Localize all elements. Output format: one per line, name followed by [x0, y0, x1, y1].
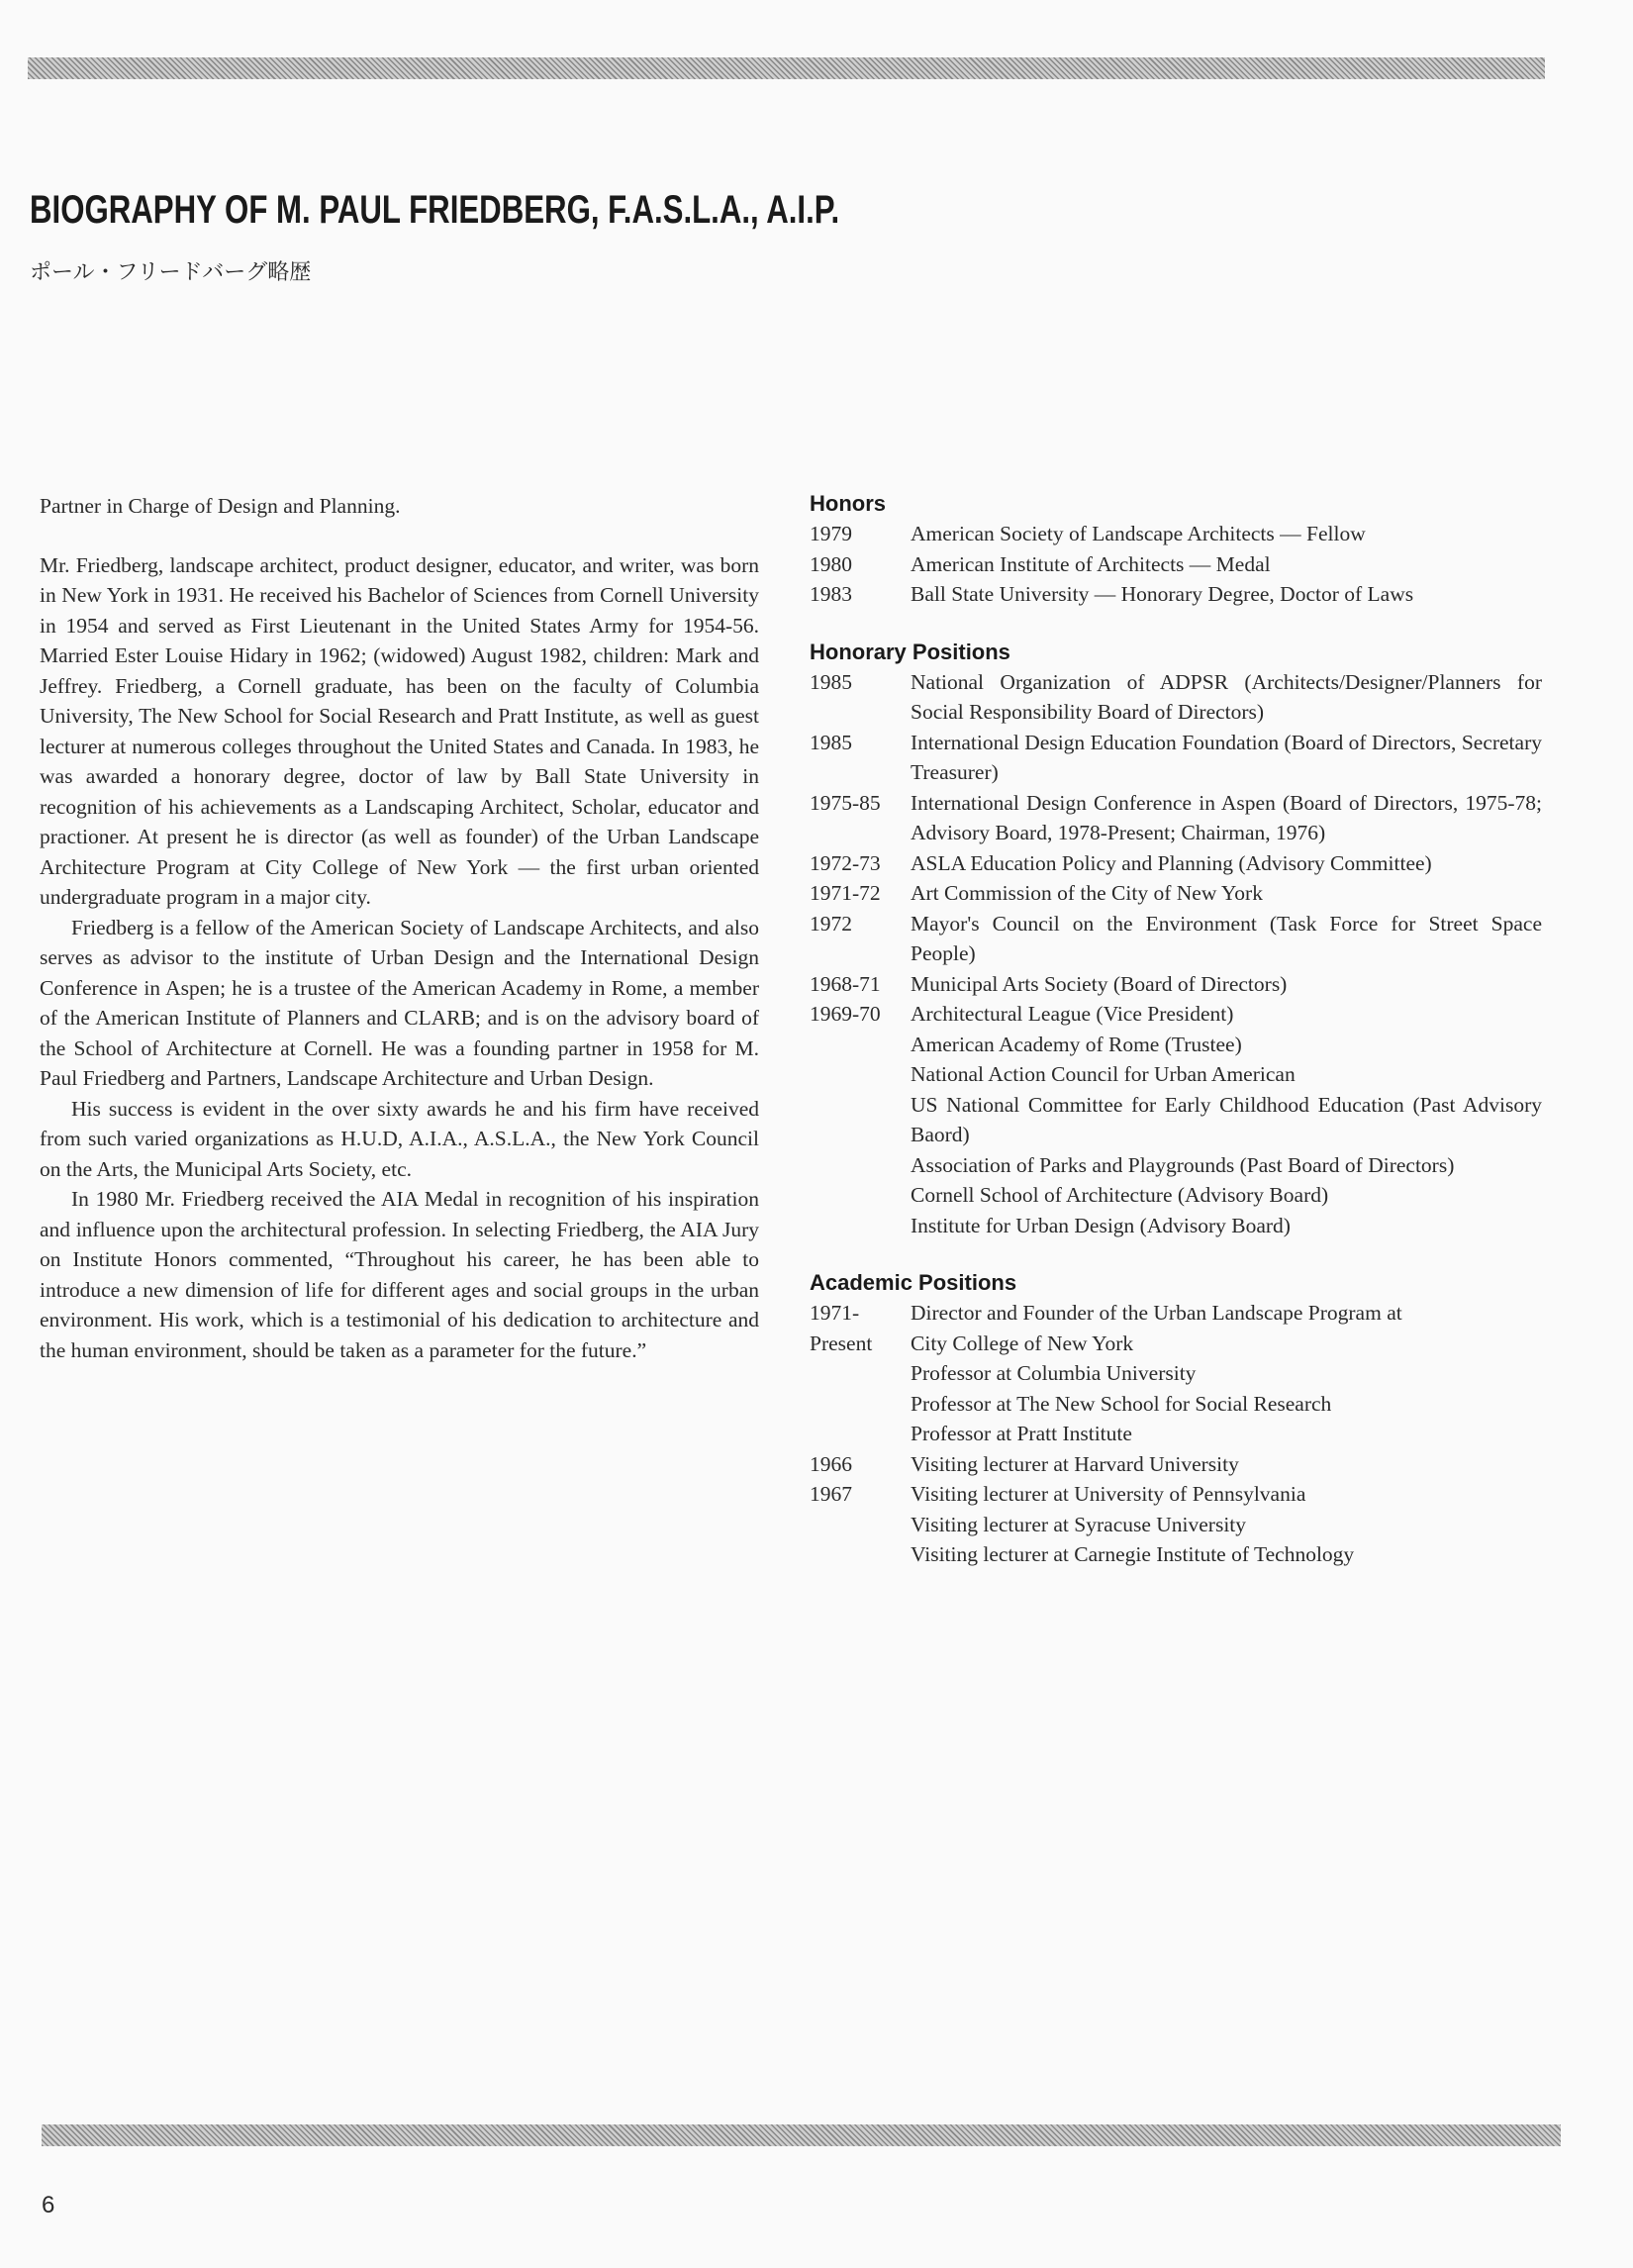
entry-year: 1966 [810, 1451, 852, 1476]
entry-year [810, 1180, 911, 1211]
entry-year: Present [810, 1331, 873, 1355]
entry-year: 1971- [810, 1301, 860, 1325]
entry-description: American Institute of Architects — Medal [911, 551, 1271, 576]
academic-positions-section [810, 1268, 1542, 1570]
bio-paragraph: His success is evident in the over sixty awards he and his firm have received from such varied organizations as H.U.D, A.I.A., A.S.L.A., the New York Council on the Arts, the Municipal Arts Society, etc. [40, 1096, 759, 1181]
entry-description: Architectural League (Vice President) [911, 1002, 1234, 1026]
entry-description: National Organization of ADPSR (Architects/Designer/Planners for Social Responsibility Board of Directors) [911, 669, 1542, 724]
entry-description: City College of New York [911, 1331, 1134, 1355]
bio-paragraph: In 1980 Mr. Friedberg received the AIA Medal in recognition of his inspiration and influence upon the architectural profession. In selecting Friedberg, the AIA Jury on Institute Honors commented, “Throughout his career, he has been able to introduce a new dimension of life for different ages and social groups in the urban environment. His work, which is a testimonial of his dedication to architecture and the human environment, should be taken as a parameter for the future.” [40, 1187, 759, 1362]
list-item [810, 909, 1542, 969]
entry-description: Visiting lecturer at Syracuse University [911, 1512, 1247, 1536]
entry-year [810, 1030, 911, 1060]
list-item [810, 1419, 1542, 1449]
entry-year: 1985 [810, 730, 852, 754]
entry-year [810, 1358, 911, 1389]
entry-description: Director and Founder of the Urban Landscape Program at [911, 1301, 1402, 1325]
list-item [810, 579, 1542, 610]
entry-year: 1967 [810, 1482, 852, 1506]
entry-year [810, 1090, 911, 1150]
entry-year: 1968-71 [810, 971, 881, 996]
entry-description: Municipal Arts Society (Board of Directors) [911, 971, 1288, 996]
list-item [810, 728, 1542, 788]
entry-year: 1980 [810, 551, 852, 576]
entry-year [810, 1150, 911, 1181]
entry-year: 1979 [810, 522, 852, 545]
japanese-subtitle: ポール・フリードバーグ略歴 [30, 260, 312, 285]
entry-description: Association of Parks and Playgrounds (Past Board of Directors) [911, 1152, 1455, 1177]
honors-list [810, 519, 1542, 610]
list-item [810, 519, 1542, 549]
top-hatched-rule [28, 57, 1545, 79]
entry-year: 1972 [810, 911, 852, 936]
entry-year [810, 1510, 911, 1540]
entry-year: 1971-72 [810, 881, 881, 905]
entry-description: Institute for Urban Design (Advisory Board) [911, 1213, 1291, 1237]
entry-description: American Academy of Rome (Trustee) [911, 1032, 1242, 1056]
entry-description: American Society of Landscape Architects — Fellow [911, 522, 1366, 545]
list-item [810, 999, 1542, 1030]
list-item [810, 878, 1542, 909]
entry-year: 1975-85 [810, 790, 881, 815]
entry-description: Art Commission of the City of New York [911, 881, 1263, 905]
entry-year: 1983 [810, 582, 852, 606]
entry-year [810, 1419, 911, 1449]
bottom-hatched-rule [42, 2124, 1561, 2146]
academic-positions-list [810, 1298, 1542, 1570]
list-item [810, 1449, 1542, 1480]
honorary-positions-heading: Honorary Positions [810, 639, 1010, 664]
list-item [810, 848, 1542, 879]
list-item [810, 667, 1542, 728]
honorary-positions-section [810, 638, 1542, 1241]
entry-year [810, 1211, 911, 1241]
biography-text-column [40, 491, 759, 1365]
credentials-column [810, 489, 1542, 1598]
page-title: BIOGRAPHY OF M. PAUL FRIEDBERG, F.A.S.L.A., A.I.P. [30, 188, 840, 232]
entry-year: 1969-70 [810, 1002, 881, 1026]
entry-description: US National Committee for Early Childhood Education (Past Advisory Baord) [911, 1092, 1542, 1146]
entry-year: 1985 [810, 669, 852, 694]
list-item [810, 1059, 1542, 1090]
entry-description: Professor at Columbia University [911, 1361, 1197, 1385]
entry-year [810, 1389, 911, 1420]
entry-description: International Design Education Foundation (Board of Directors, Secretary Treasurer) [911, 730, 1542, 784]
entry-description: Visiting lecturer at Harvard University [911, 1451, 1239, 1476]
list-item [810, 969, 1542, 1000]
honorary-positions-list [810, 667, 1542, 1241]
page-number: 6 [42, 2192, 55, 2219]
entry-description: National Action Council for Urban American [911, 1062, 1296, 1086]
entry-description: International Design Conference in Aspen (Board of Directors, 1975-78; Advisory Board, 1978-Present; Chairman, 1976) [911, 790, 1542, 844]
list-item [810, 1539, 1542, 1570]
list-item [810, 1510, 1542, 1540]
list-item [810, 1030, 1542, 1060]
entry-description: Visiting lecturer at Carnegie Institute of Technology [911, 1542, 1355, 1566]
list-item [810, 1329, 1542, 1359]
entry-description: ASLA Education Policy and Planning (Advisory Committee) [911, 850, 1432, 875]
list-item [810, 1298, 1542, 1329]
list-item [810, 788, 1542, 848]
list-item [810, 1389, 1542, 1420]
list-item [810, 1090, 1542, 1150]
entry-description: Ball State University — Honorary Degree, Doctor of Laws [911, 582, 1414, 606]
honors-heading: Honors [810, 491, 886, 516]
entry-description: Cornell School of Architecture (Advisory Board) [911, 1183, 1329, 1207]
entry-description: Professor at Pratt Institute [911, 1422, 1132, 1445]
lead-line: Partner in Charge of Design and Planning. [40, 494, 401, 518]
list-item [810, 549, 1542, 580]
entry-year: 1972-73 [810, 850, 881, 875]
bio-paragraph: Mr. Friedberg, landscape architect, product designer, educator, and writer, was born in New York in 1931. He received his Bachelor of Sciences from Cornell University in 1954 and served as First Lieutenant in the United States Army for 1954-56. Married Ester Louise Hidary in 1962; (widowed) August 1982, children: Mark and Jeffrey. Friedberg, a Cornell graduate, has been on the faculty of Columbia University, The New School for Social Research and Pratt Institute, as well as guest lecturer at numerous colleges throughout the United States and Canada. In 1983, he was awarded a honorary degree, doctor of law by Ball State University in recognition of his achievements as a Landscaping Architect, Scholar, educator and practioner. At present he is director (as well as founder) of the Urban Landscape Architecture Program at City College of New York — the first urban oriented undergraduate program in a major city. [40, 552, 759, 909]
entry-year [810, 1059, 911, 1090]
list-item [810, 1150, 1542, 1181]
bio-paragraph: Friedberg is a fellow of the American Society of Landscape Architects, and also serves as advisor to the institute of Urban Design and the International Design Conference in Aspen; he is a trustee of the American Academy in Rome, a member of the American Institute of Planners and CLARB; and is on the advisory board of the School of Architecture at Cornell. He was a founding partner in 1958 for M. Paul Friedberg and Partners, Landscape Architecture and Urban Design. [40, 915, 759, 1090]
entry-description: Professor at The New School for Social Research [911, 1391, 1332, 1416]
entry-description: Visiting lecturer at University of Pennsylvania [911, 1482, 1306, 1506]
list-item [810, 1211, 1542, 1241]
list-item [810, 1180, 1542, 1211]
entry-year [810, 1539, 911, 1570]
entry-description: Mayor's Council on the Environment (Task Force for Street Space People) [911, 911, 1542, 965]
list-item [810, 1358, 1542, 1389]
honors-section [810, 489, 1542, 610]
list-item [810, 1479, 1542, 1510]
academic-positions-heading: Academic Positions [810, 1270, 1017, 1295]
